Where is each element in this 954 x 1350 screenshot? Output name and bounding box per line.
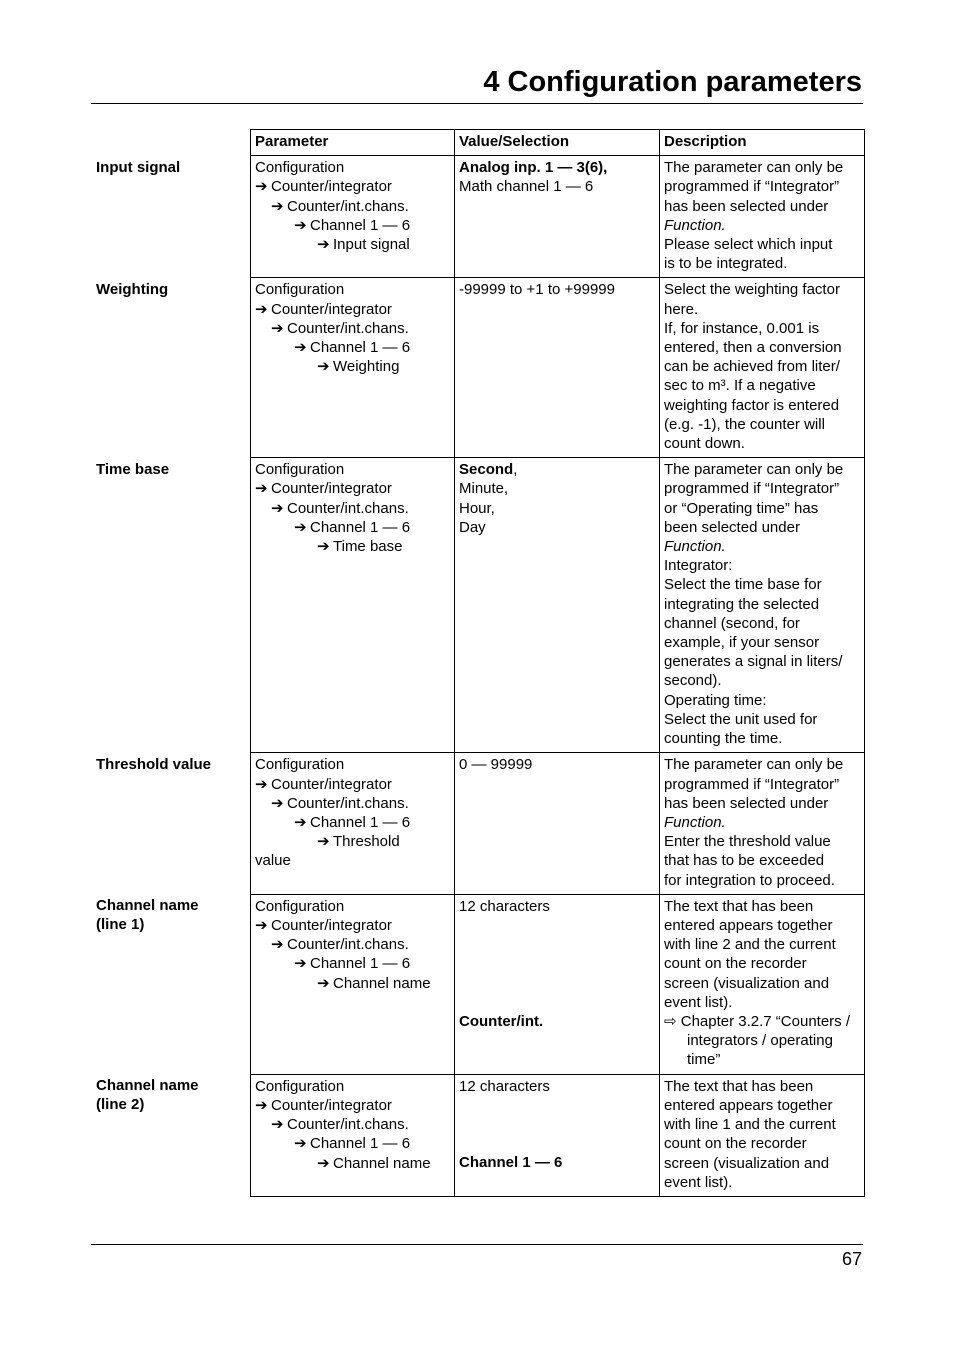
parameter-path-cell (251, 894, 455, 1074)
menu-path-label: Input signal (333, 236, 410, 254)
menu-path-label: Counter/int.chans. (287, 794, 409, 812)
menu-path-label: Counter/integrator (271, 300, 392, 318)
menu-path-step (255, 897, 450, 916)
menu-path-step (255, 158, 450, 177)
value-option (459, 954, 655, 973)
value-option: Minute, (459, 480, 509, 498)
menu-path-label: Counter/integrator (271, 775, 392, 793)
description-line: sec to m³. If a negative (664, 377, 816, 395)
arrow-icon: ➔ (294, 1135, 307, 1153)
value-option: Day (459, 518, 486, 536)
arrow-icon: ➔ (317, 1154, 330, 1172)
row-label-line: Channel name (96, 1077, 199, 1095)
description-line: has been selected under (664, 197, 829, 215)
description-line: Function. (664, 216, 726, 234)
header-rule (91, 103, 863, 104)
menu-path-label: Channel name (333, 1154, 431, 1172)
arrow-icon: ➔ (294, 216, 307, 234)
menu-path-label: Counter/integrator (271, 178, 392, 196)
menu-path-label: Counter/integrator (271, 480, 392, 498)
description-line: screen (visualization and (664, 1154, 830, 1172)
menu-path-label: Channel 1 — 6 (310, 1135, 411, 1153)
value-cell (455, 458, 660, 753)
description-line: can be achieved from liter/ (664, 358, 840, 376)
row-label-line: Time base (96, 460, 170, 478)
menu-path-label: Configuration (255, 159, 345, 177)
description-line: or “Operating time” has (664, 499, 819, 517)
column-header-value: Value/Selection (455, 130, 660, 156)
value-option: Channel 1 — 6 (459, 1154, 563, 1172)
menu-path-label: Threshold (333, 833, 400, 851)
description-line: The parameter can only be (664, 756, 844, 774)
table-row (251, 278, 865, 458)
description-line: Function. (664, 813, 726, 831)
menu-path-label: Configuration (255, 1077, 345, 1095)
menu-path-step (255, 974, 450, 993)
menu-path-step (255, 216, 450, 235)
menu-path-label: Counter/int.chans. (287, 1116, 409, 1134)
menu-path-step (255, 300, 450, 319)
value-option: Counter/int. (459, 1012, 544, 1030)
menu-path-step (255, 832, 450, 851)
description-line: is to be integrated. (664, 255, 788, 273)
menu-path-label: Channel 1 — 6 (310, 955, 411, 973)
value-option (459, 993, 655, 1012)
footer-rule (91, 1244, 863, 1245)
parameter-path-cell (251, 1074, 455, 1196)
menu-path-label: Counter/int.chans. (287, 936, 409, 954)
table-header-row (251, 130, 865, 156)
row-label (96, 158, 246, 177)
menu-path-step (255, 280, 450, 299)
value-option: Hour, (459, 499, 495, 517)
menu-path-step (255, 338, 450, 357)
menu-path-step (255, 319, 450, 338)
description-line: Operating time: (664, 691, 767, 709)
value-cell (455, 894, 660, 1074)
menu-path-label: Counter/int.chans. (287, 499, 409, 517)
cross-reference (664, 1012, 860, 1070)
description-line: The parameter can only be (664, 159, 844, 177)
arrow-icon: ➔ (271, 1116, 284, 1134)
menu-path-step (255, 357, 450, 376)
description-line: event list). (664, 993, 733, 1011)
value-option: 12 characters (459, 1077, 550, 1095)
menu-path-step (255, 518, 450, 537)
value-cell (455, 1074, 660, 1196)
arrow-icon: ➔ (255, 916, 268, 934)
value-option: Math channel 1 — 6 (459, 178, 594, 196)
menu-path-label: Channel name (333, 974, 431, 992)
arrow-icon: ➔ (255, 1096, 268, 1114)
description-line: The text that has been (664, 897, 814, 915)
value-cell (455, 156, 660, 278)
description-line: count on the recorder (664, 1135, 807, 1153)
value-option (459, 1096, 655, 1115)
arrow-icon: ➔ (271, 499, 284, 517)
description-line: programmed if “Integrator” (664, 775, 840, 793)
menu-path-label: Configuration (255, 461, 345, 479)
arrow-icon: ➔ (255, 480, 268, 498)
menu-path-label: Configuration (255, 281, 345, 299)
description-line: for integration to proceed. (664, 871, 835, 889)
arrow-icon: ➔ (317, 833, 330, 851)
row-label (96, 460, 246, 479)
menu-path-label: value (255, 852, 291, 870)
description-line: here. (664, 300, 699, 318)
description-line: Select the weighting factor (664, 281, 840, 299)
column-header-description: Description (660, 130, 865, 156)
arrow-icon: ➔ (294, 813, 307, 831)
description-line: The text that has been (664, 1077, 814, 1095)
arrow-icon: ➔ (294, 955, 307, 973)
menu-path-label: Channel 1 — 6 (310, 339, 411, 357)
menu-path-step (255, 499, 450, 518)
description-cell (660, 156, 865, 278)
arrow-icon: ➔ (317, 236, 330, 254)
description-line: programmed if “Integrator” (664, 480, 840, 498)
description-line: been selected under (664, 518, 800, 536)
description-line: (e.g. -1), the counter will (664, 415, 825, 433)
menu-path-step (255, 935, 450, 954)
value-option: Second (459, 461, 514, 479)
description-line: second). (664, 672, 722, 690)
description-line: entered appears together (664, 1096, 833, 1114)
description-line: integrating the selected (664, 595, 820, 613)
description-line: with line 1 and the current (664, 1116, 836, 1134)
menu-path-label: Time base (333, 538, 403, 556)
table-row (251, 156, 865, 278)
arrow-icon: ➔ (255, 775, 268, 793)
menu-path-step (255, 197, 450, 216)
description-line: Function. (664, 538, 726, 556)
description-line: counting the time. (664, 730, 783, 748)
menu-path-step (255, 1134, 450, 1153)
row-label-line: (line 1) (96, 916, 145, 934)
arrow-icon: ➔ (294, 339, 307, 357)
menu-path-label: Configuration (255, 897, 345, 915)
menu-path-label: Configuration (255, 756, 345, 774)
value-option (459, 973, 655, 992)
row-label-line: Input signal (96, 158, 181, 176)
table-row (251, 894, 865, 1074)
menu-path-label: Channel 1 — 6 (310, 813, 411, 831)
description-line: Please select which input (664, 236, 833, 254)
value-option (459, 1115, 655, 1134)
description-line: entered appears together (664, 916, 833, 934)
row-label-line: Weighting (96, 280, 169, 298)
parameter-path-cell (251, 753, 455, 894)
menu-path-step (255, 851, 450, 870)
description-line: programmed if “Integrator” (664, 178, 840, 196)
parameter-path-cell (251, 278, 455, 458)
description-line: example, if your sensor (664, 634, 820, 652)
arrow-icon: ➔ (271, 319, 284, 337)
value-option (459, 935, 655, 954)
menu-path-step (255, 177, 450, 196)
arrow-icon: ➔ (271, 936, 284, 954)
table-row (251, 1074, 865, 1196)
row-label (96, 896, 246, 934)
description-cell (660, 278, 865, 458)
value-cell (455, 278, 660, 458)
row-label-line: Channel name (96, 897, 199, 915)
description-line: Enter the threshold value (664, 833, 831, 851)
menu-path-step (255, 916, 450, 935)
menu-path-step (255, 235, 450, 254)
menu-path-step (255, 794, 450, 813)
column-header-parameter: Parameter (251, 130, 455, 156)
menu-path-label: Counter/integrator (271, 916, 392, 934)
page-title: 4 Configuration parameters (483, 66, 862, 98)
menu-path-step (255, 537, 450, 556)
arrow-icon: ➔ (317, 974, 330, 992)
parameter-path-cell (251, 458, 455, 753)
description-line: with line 2 and the current (664, 936, 836, 954)
arrow-icon: ➔ (317, 538, 330, 556)
menu-path-step (255, 460, 450, 479)
arrow-icon: ➔ (294, 518, 307, 536)
description-line: event list). (664, 1173, 733, 1191)
menu-path-step (255, 755, 450, 774)
menu-path-label: Counter/int.chans. (287, 319, 409, 337)
description-line: weighting factor is entered (664, 396, 840, 414)
menu-path-label: Counter/int.chans. (287, 197, 409, 215)
description-line: If, for instance, 0.001 is (664, 319, 820, 337)
menu-path-step (255, 1096, 450, 1115)
table-row (251, 753, 865, 894)
page-number: 67 (841, 1249, 862, 1269)
description-line: count on the recorder (664, 955, 807, 973)
description-line: The parameter can only be (664, 461, 844, 479)
description-line: entered, then a conversion (664, 339, 842, 357)
description-line: Select the unit used for (664, 710, 818, 728)
menu-path-step (255, 813, 450, 832)
arrow-icon: ➔ (255, 178, 268, 196)
parameter-path-cell (251, 156, 455, 278)
arrow-icon: ➔ (271, 794, 284, 812)
description-line: screen (visualization and (664, 974, 830, 992)
value-option: 12 characters (459, 897, 550, 915)
description-line: has been selected under (664, 794, 829, 812)
description-cell (660, 1074, 865, 1196)
description-cell (660, 894, 865, 1074)
description-line: that has to be exceeded (664, 852, 825, 870)
arrow-right-outline-icon: ⇨ (664, 1012, 681, 1030)
description-cell (660, 753, 865, 894)
menu-path-label: Weighting (333, 358, 400, 376)
menu-path-step (255, 1115, 450, 1134)
value-suffix: , (513, 461, 518, 479)
menu-path-step (255, 1077, 450, 1096)
cross-reference-text: Chapter 3.2.7 “Counters / integrators / operating time” (680, 1012, 851, 1069)
parameter-table (250, 129, 865, 1197)
description-line: count down. (664, 435, 745, 453)
value-option (459, 916, 655, 935)
menu-path-label: Channel 1 — 6 (310, 518, 411, 536)
value-option (459, 1134, 655, 1153)
menu-path-step (255, 1154, 450, 1173)
value-option: Analog inp. 1 — 3(6), (459, 159, 608, 177)
description-line: generates a signal in liters/ (664, 653, 843, 671)
description-line: channel (second, for (664, 614, 800, 632)
description-line: Integrator: (664, 557, 733, 575)
row-label (96, 280, 246, 299)
row-label (96, 1076, 246, 1114)
description-cell (660, 458, 865, 753)
arrow-icon: ➔ (271, 197, 284, 215)
arrow-icon: ➔ (255, 300, 268, 318)
menu-path-step (255, 954, 450, 973)
row-label-line: Threshold value (96, 755, 212, 773)
table-row (251, 458, 865, 753)
menu-path-label: Counter/integrator (271, 1096, 392, 1114)
value-option: -99999 to +1 to +99999 (459, 281, 615, 299)
value-cell (455, 753, 660, 894)
row-label-line: (line 2) (96, 1096, 145, 1114)
menu-path-step (255, 479, 450, 498)
description-line: Select the time base for (664, 576, 822, 594)
value-option: 0 — 99999 (459, 756, 533, 774)
row-label (96, 755, 246, 774)
menu-path-label: Channel 1 — 6 (310, 216, 411, 234)
arrow-icon: ➔ (317, 358, 330, 376)
menu-path-step (255, 775, 450, 794)
